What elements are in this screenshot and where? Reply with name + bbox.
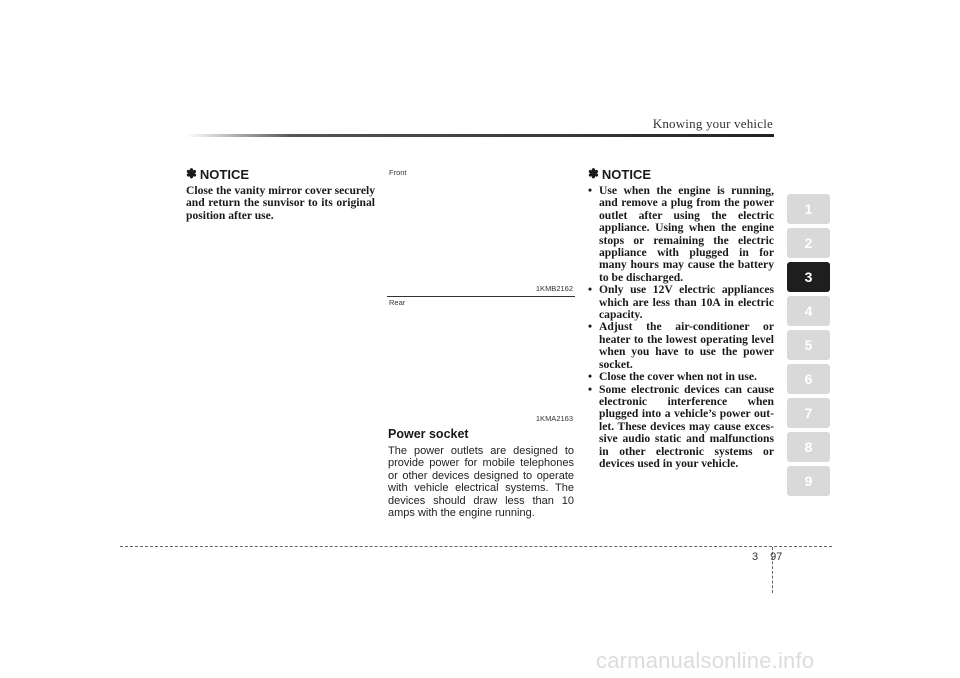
right-notice — [588, 166, 774, 470]
notice-body: Close the vanity mirror cover securely and return the sunvisor to its original position after use. — [186, 184, 375, 222]
list-item-text: Some electronic devices can cause electronic interference when plugged into a vehicle’s power out- let. These devices may cause exces- sive audio static and malfunctions in other electronic systems or devices used in your vehicle. — [599, 382, 774, 470]
page-number-value: 97 — [770, 551, 783, 563]
list-item — [588, 284, 774, 321]
page-chapter: 3 — [752, 551, 759, 563]
footer-rule — [120, 546, 832, 547]
notice-bullet-list — [588, 185, 774, 470]
left-notice — [186, 166, 375, 222]
bullet-icon: • — [588, 283, 593, 297]
notice-title — [588, 166, 774, 182]
photo-code: 1KMB2162 — [535, 284, 573, 293]
chapter-tabs — [787, 194, 830, 500]
notice-title-text: NOTICE — [601, 166, 652, 182]
section-title: Power socket — [388, 427, 469, 441]
notice-title-text: NOTICE — [199, 166, 250, 182]
chapter-tab-4[interactable]: 4 — [787, 296, 830, 326]
notice-title — [186, 166, 375, 182]
list-item — [588, 384, 774, 471]
bullet-icon: • — [588, 370, 593, 384]
watermark: carmanualsonline.info — [596, 648, 815, 673]
section-body: The power outlets are designed to provide power for mobile telephones or other devices designed to operate with vehicle electrical systems. The devices should draw less than 10 amps with the engine running. — [388, 445, 574, 520]
chapter-tab-6[interactable]: 6 — [787, 364, 830, 394]
chapter-tab-2[interactable]: 2 — [787, 228, 830, 258]
photo-code: 1KMA2163 — [535, 414, 573, 423]
photo-front — [387, 166, 575, 296]
list-item-text: Use when the engine is running, and remove a plug from the power outlet after using the electric appliance. Using when the engine stops or remaining the electric appliance with plugged in for many hours may cause the battery to be discharged. — [599, 184, 774, 284]
bullet-icon: • — [588, 320, 593, 334]
chapter-tab-1[interactable]: 1 — [787, 194, 830, 224]
photo-label: Rear — [389, 298, 406, 307]
list-item-text: Close the cover when not in use. — [599, 370, 757, 384]
list-item — [588, 321, 774, 371]
star-icon: ✽ — [588, 166, 599, 181]
header-rule — [186, 134, 774, 137]
chapter-tab-8[interactable]: 8 — [787, 432, 830, 462]
list-item-text: Adjust the air-conditioner or heater to the lowest operating level when you have to use the power socket. — [599, 320, 774, 371]
bullet-icon: • — [588, 382, 593, 396]
page-number — [752, 551, 782, 563]
list-item-text: Only use 12V electric appliances which are less than 10A in electric capacity. — [599, 283, 774, 322]
list-item — [588, 185, 774, 284]
star-icon: ✽ — [186, 166, 197, 181]
photo-label: Front — [389, 168, 407, 177]
chapter-tab-3[interactable]: 3 — [787, 262, 830, 292]
bullet-icon: • — [588, 184, 593, 197]
chapter-tab-5[interactable]: 5 — [787, 330, 830, 360]
chapter-tab-7[interactable]: 7 — [787, 398, 830, 428]
chapter-tab-9[interactable]: 9 — [787, 466, 830, 496]
photo-rear — [387, 296, 575, 426]
header-title: Knowing your vehicle — [652, 116, 773, 131]
